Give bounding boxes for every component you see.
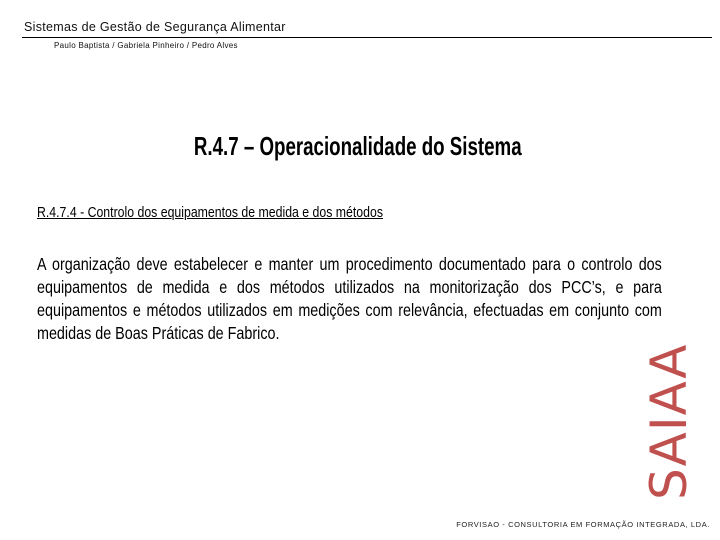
subsection-title: R.4.7.4 - Controlo dos equipamentos de medida e dos métodos bbox=[37, 204, 383, 221]
header-title: Sistemas de Gestão de Segurança Alimentar bbox=[24, 20, 286, 34]
saiaa-logo: SAIAA bbox=[640, 343, 698, 500]
header-divider bbox=[22, 37, 712, 38]
section-title: R.4.7 – Operacionalidade do Sistema bbox=[193, 131, 522, 161]
body-paragraph: A organização deve estabelecer e manter um procedimento documentado para o controlo dos equipamentos de medida e dos métodos utilizados na monitorização dos PCC’s, e para equipamentos e métodos utilizados em medições com relevância, efectuadas em conjunto com medidas de Boas Práticas de Fabrico. bbox=[37, 254, 662, 343]
header-authors: Paulo Baptista / Gabriela Pinheiro / Pedro Alves bbox=[54, 41, 238, 50]
footer-company: FORVISAO - CONSULTORIA EM FORMAÇÃO INTEGRADA, LDA. bbox=[456, 520, 710, 529]
